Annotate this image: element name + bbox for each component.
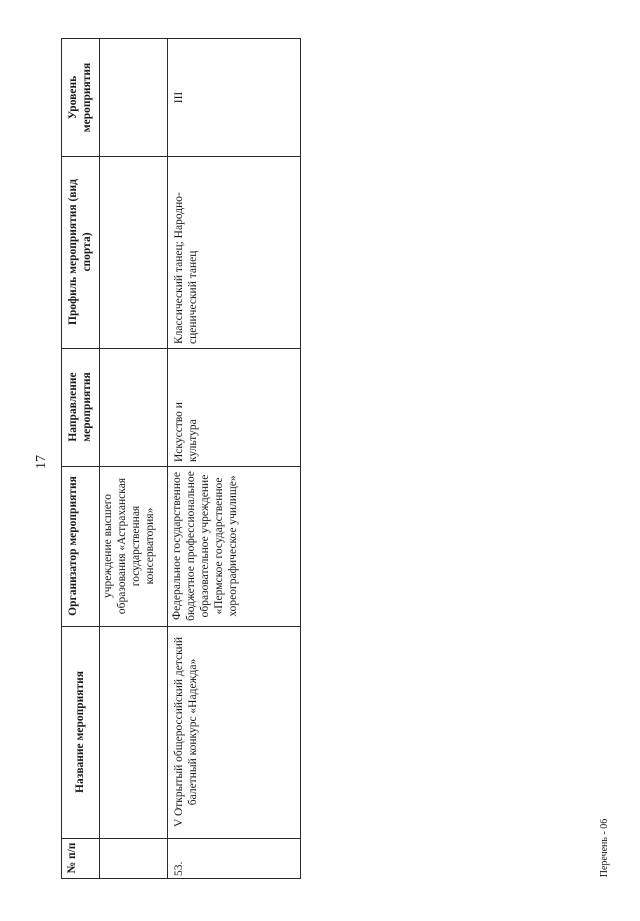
row-53-number: 53. <box>173 861 185 876</box>
row-53-direction: Искусство и культура <box>173 402 199 462</box>
row-53-level: III <box>173 91 185 104</box>
header-event-name: Название мероприятия <box>74 671 86 793</box>
row-53-event-name: V Открытый общероссийский детский балетный конкурс «Надежда» <box>173 637 199 828</box>
header-organizer: Организатор мероприятия <box>67 476 79 616</box>
header-level: Уровень мероприятия <box>67 62 93 133</box>
events-table <box>61 38 301 879</box>
row-53-profile: Классический танец; Народно-сценический танец <box>173 192 199 344</box>
row-53-organizer: Федеральное государственное бюджетное профессиональное образовательное учреждение «Пермское государственное хореографическое училище» <box>171 471 239 621</box>
header-direction: Направление мероприятия <box>67 372 93 442</box>
row-divider <box>99 39 100 878</box>
document-footer-code: Перечень - 06 <box>599 818 610 878</box>
page-number: 17 <box>34 455 49 469</box>
header-profile: Профиль мероприятия (вид спорта) <box>67 179 93 325</box>
continuation-organizer: учреждение высшего образования «Астраханская государственная консерватория» <box>102 477 156 615</box>
header-number: № п/п <box>66 842 78 874</box>
